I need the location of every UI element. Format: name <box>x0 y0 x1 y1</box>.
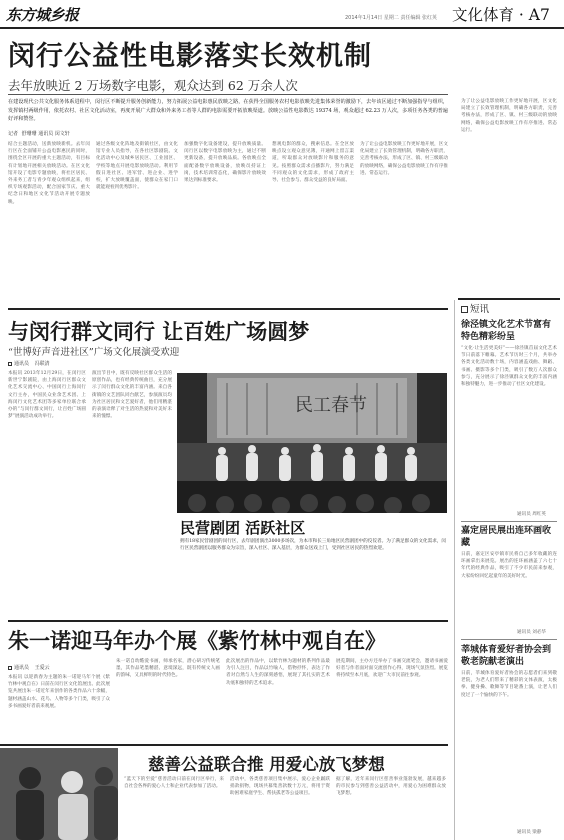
story1-headline: 闵行公益性电影落实长效机制 <box>8 41 372 72</box>
story4-column-2: 活动中，各类慈善项目集中展示，爱心企业踊跃捐款捐物，现场共募集善款数十万元，将用于资助困难家庭学生、帮扶孤老等公益项目。 <box>230 777 330 797</box>
opera-stage-photo <box>177 373 447 513</box>
newspaper-logo: 东方城乡报 <box>6 6 79 24</box>
photo-caption-body: 拥有18家民营剧团的闵行区，去年剧团演出3000多场次，为本市和长三角地区民营剧团中的佼佼者。为了满足群众的文化需求，闵行区民营剧团以服务群众为宗旨，深入社区、深入基层，为群众送戏上门，受到社区居民的热烈欢迎。 <box>180 539 446 552</box>
byline-label: 记者 <box>8 131 19 137</box>
story2-byline <box>8 360 50 367</box>
brief2-headline: 嘉定居民展出连环画收藏 <box>461 526 552 548</box>
brief3-headline: 莘城体育爱好者协会到敬老院献老演出 <box>461 645 552 667</box>
brief1-headline: 徐泾镇文化艺术节富有特色精彩纷呈 <box>461 320 552 342</box>
story3-column-1: 本报讯 以迎新春为主题的朱一诺迎马年个展《紫竹林中观自在》日前在闵行区文化馆展出。此次展览共展出朱一诺近年来创作的各类作品六十余幅，题材涵盖山水、花鸟、人物等多个门类，吸引了众多书画爱好者前来观展。 <box>8 675 110 709</box>
byline-label: 通讯员 <box>14 665 30 671</box>
story1-rule <box>8 94 448 95</box>
story2-headline: 与闵行群文同行 让百姓广场圆梦 <box>8 319 310 344</box>
story2-subheadline: “世博好声音进社区”广场文化展演受欢迎 <box>8 347 180 358</box>
story4-column-1: “蓝天下的至爱”慈善活动日前在闵行区举行，来自社会各界的爱心人士和企业代表参加了活动。 <box>124 777 224 790</box>
brief3-body: 日前，莘城体育爱好者协会的志愿者们来到敬老院，为老人们带来了精彩的文体表演，太极拳、健身操、歌舞等节目轮番上演，让老人们度过了一个愉快的下午。 <box>461 671 557 698</box>
charity-event-photo <box>0 748 118 840</box>
story1-subheadline: 去年放映近 2 万场数字电影，观众达到 62 万余人次 <box>8 78 298 93</box>
story1-column-6: 为了让公益电影放映工作更好地开展，区文化局建立了长效管理机制，明确各方职责，完善考核办法，形成了区、镇、村三级联动的放映网络，确保公益电影放映工作有序推进、常态运行。 <box>461 99 557 133</box>
brief3-author: 通讯员 梁静 <box>517 830 542 835</box>
briefs-box-icon <box>461 306 468 313</box>
story1-column-3: 加强数字化设备建设，提升放映质量。闵行区以数字电影放映为主，通过不断更新设备，提升放映品质。各放映点全面配备数字放映设备，放映员持证上岗，技术培训常态化，确保影片放映效果达到标准要求。 <box>184 142 266 184</box>
brief1-body: “文化·让生活更美好”——徐泾镇首届文化艺术节日前落下帷幕。艺术节历时三个月，共举办各类文化活动数十场，内容涵盖戏曲、舞蹈、书画、摄影等多个门类，吸引了数万人次群众参与，充分展示了徐泾镇群众文化的丰富内涵和独特魅力，进一步推动了社区文化建设。 <box>461 346 557 388</box>
story3-column-2: 朱一诺自幼酷爱书画，师承名家，潜心研习传统笔墨，其作品笔墨精湛、意境深远，既有传统文人画的韵味，又具鲜明的时代特色。 <box>116 659 220 679</box>
story1-column-4: 想观电影的群众，搜索信息。在全区放映点设立观众意见簿，开通网上留言渠道，听取群众对放映影片和服务的意见。按照群众需求点播影片，努力满足不同观众的文化需求，形成了政府主导、社会参与、群众受益的良好局面。 <box>272 142 354 184</box>
story1-column-5: 为了让公益电影放映工作更好地开展，区文化局建立了长效管理机制，明确各方职责，完善考核办法，形成了区、镇、村三级联动的放映网络，确保公益电影放映工作有序推进、常态运行。 <box>360 142 448 176</box>
byline-names: 王爱云 <box>34 665 50 671</box>
section-divider <box>8 620 448 622</box>
story4-headline: 慈善公益联合推 用爱心放飞梦想 <box>148 755 385 774</box>
briefs-header-text: 短讯 <box>470 304 490 315</box>
byline-names: 冯联清 <box>34 361 50 367</box>
story2-column-2: 演出节目中，既有反映社区群众生活的原创作品，也有经典传统曲目，充分展示了闵行群众文化的丰富内涵。来自各街镇的文艺团队同台献艺，参演演员均为社区居民和文艺爱好者，他们用精湛的表演诠释了对生活的热爱和对美好未来的憧憬。 <box>92 371 172 420</box>
brief2-body: 日前，嘉定区安亭镇市民将自己多年收藏的连环画拿出来展览。展出的连环画涵盖了六七十年代的经典作品，吸引了不少市民前来参观，大家纷纷回忆起童年的美好时光。 <box>461 552 557 579</box>
masthead-rule <box>0 27 564 29</box>
stage-banner-text: 民工春节 <box>295 395 367 416</box>
issue-date-line: 2014年1月14日 星期二 责任编辑 张红英 <box>345 15 438 21</box>
byline-label: 通讯员 <box>14 361 30 367</box>
story3-byline <box>8 664 50 671</box>
story3-column-4: 展览期间，主办方还举办了书画交流笔会，邀请书画爱好者与作者面对面交流创作心得，现场气氛热烈。展览将持续至本月底，欢迎广大市民前往参观。 <box>336 659 448 679</box>
right-column-divider <box>454 300 455 840</box>
brief1-author: 通讯员 周红英 <box>517 512 547 517</box>
story4-column-3: 据了解，近年来闵行区慈善事业蓬勃发展，越来越多的市民参与到慈善公益活动中，用爱心为困难群众放飞梦想。 <box>336 777 446 797</box>
story3-column-3: 此次展出的作品中，以紫竹林为题材的系列作品最为引人注目，作品以竹喻人，借物抒怀，表达了作者对自然与人生的深刻感悟，展现了其扎实的艺术功底和独特的艺术追求。 <box>226 659 330 686</box>
brief-divider <box>461 521 557 522</box>
story1-lead-paragraph: 在建设现代公共文化服务体系进程中，闵行区不断提升服务创新能力，努力拓展公益电影惠民放映之路，在获得全国服务农村电影放映先进集体荣誉的激励下，去年该区通过不断加强指导与组织，发挥镇村两级作用，依托农村、社区文化活动室，再度开展广大群众和外来务工者等人群的电影需要开拓放映渠道。放映公益性电影数达 19374 场，观众超过 62.23 万人次，多项任务各类的普遍好评和赞誉。 <box>8 99 448 123</box>
brief2-author: 通讯员 刘必华 <box>517 630 547 635</box>
stage-performance-image <box>177 373 447 513</box>
story3-headline: 朱一诺迎马年办个展《紫竹林中观自在》 <box>8 628 386 653</box>
photo-caption-title: 民营剧团 活跃社区 <box>180 519 306 537</box>
brief-divider <box>461 639 557 640</box>
byline-names: 舒珊珊 通讯员 闵文轩 <box>21 131 70 137</box>
briefs-header <box>461 301 489 315</box>
story1-column-2: 通过各级文化阵地及街镇社区，由文化馆专业人员指导，在各社区影剧院、文化活动中心及城乡居民区、工业园区、学校等地点开展电影放映活动。利用节假日进社区、进军营、进企业、进学校，扩大放映覆盖面，使群众在家门口就能观看到优秀影片。 <box>96 142 178 191</box>
section-divider <box>8 308 448 310</box>
section-divider <box>0 744 448 746</box>
section-title: 文化体育 · A7 <box>452 6 550 24</box>
story2-column-1: 本报讯 2013年12月29日，在闵行区新世宁影剧院，由上海闵行区群众文化艺术交流中心、中国闵行上海闵行文行主办，中国民众业余艺术团、上海闵行文化艺术团等多家单位联合承办的“与闵行群文同行，让百姓广场圆梦”展演活动成功举行。 <box>8 371 86 420</box>
story1-byline <box>8 130 70 137</box>
story1-column-1: 结合主题活动，送新放映新机。去年闵行区在全面铺开公益电影惠民的同时，围绕全区开展的重大主题活动，有目标有计划地开展相关放映活动。在区文化馆开设了电影专题放映，将社区居民、外来务工者与青少年观众组织起来，组织专场观影活动，配合国家节庆、重大纪念日和地区文化节活动开展专题放映。 <box>8 142 90 205</box>
briefs-top-rule <box>458 298 560 300</box>
